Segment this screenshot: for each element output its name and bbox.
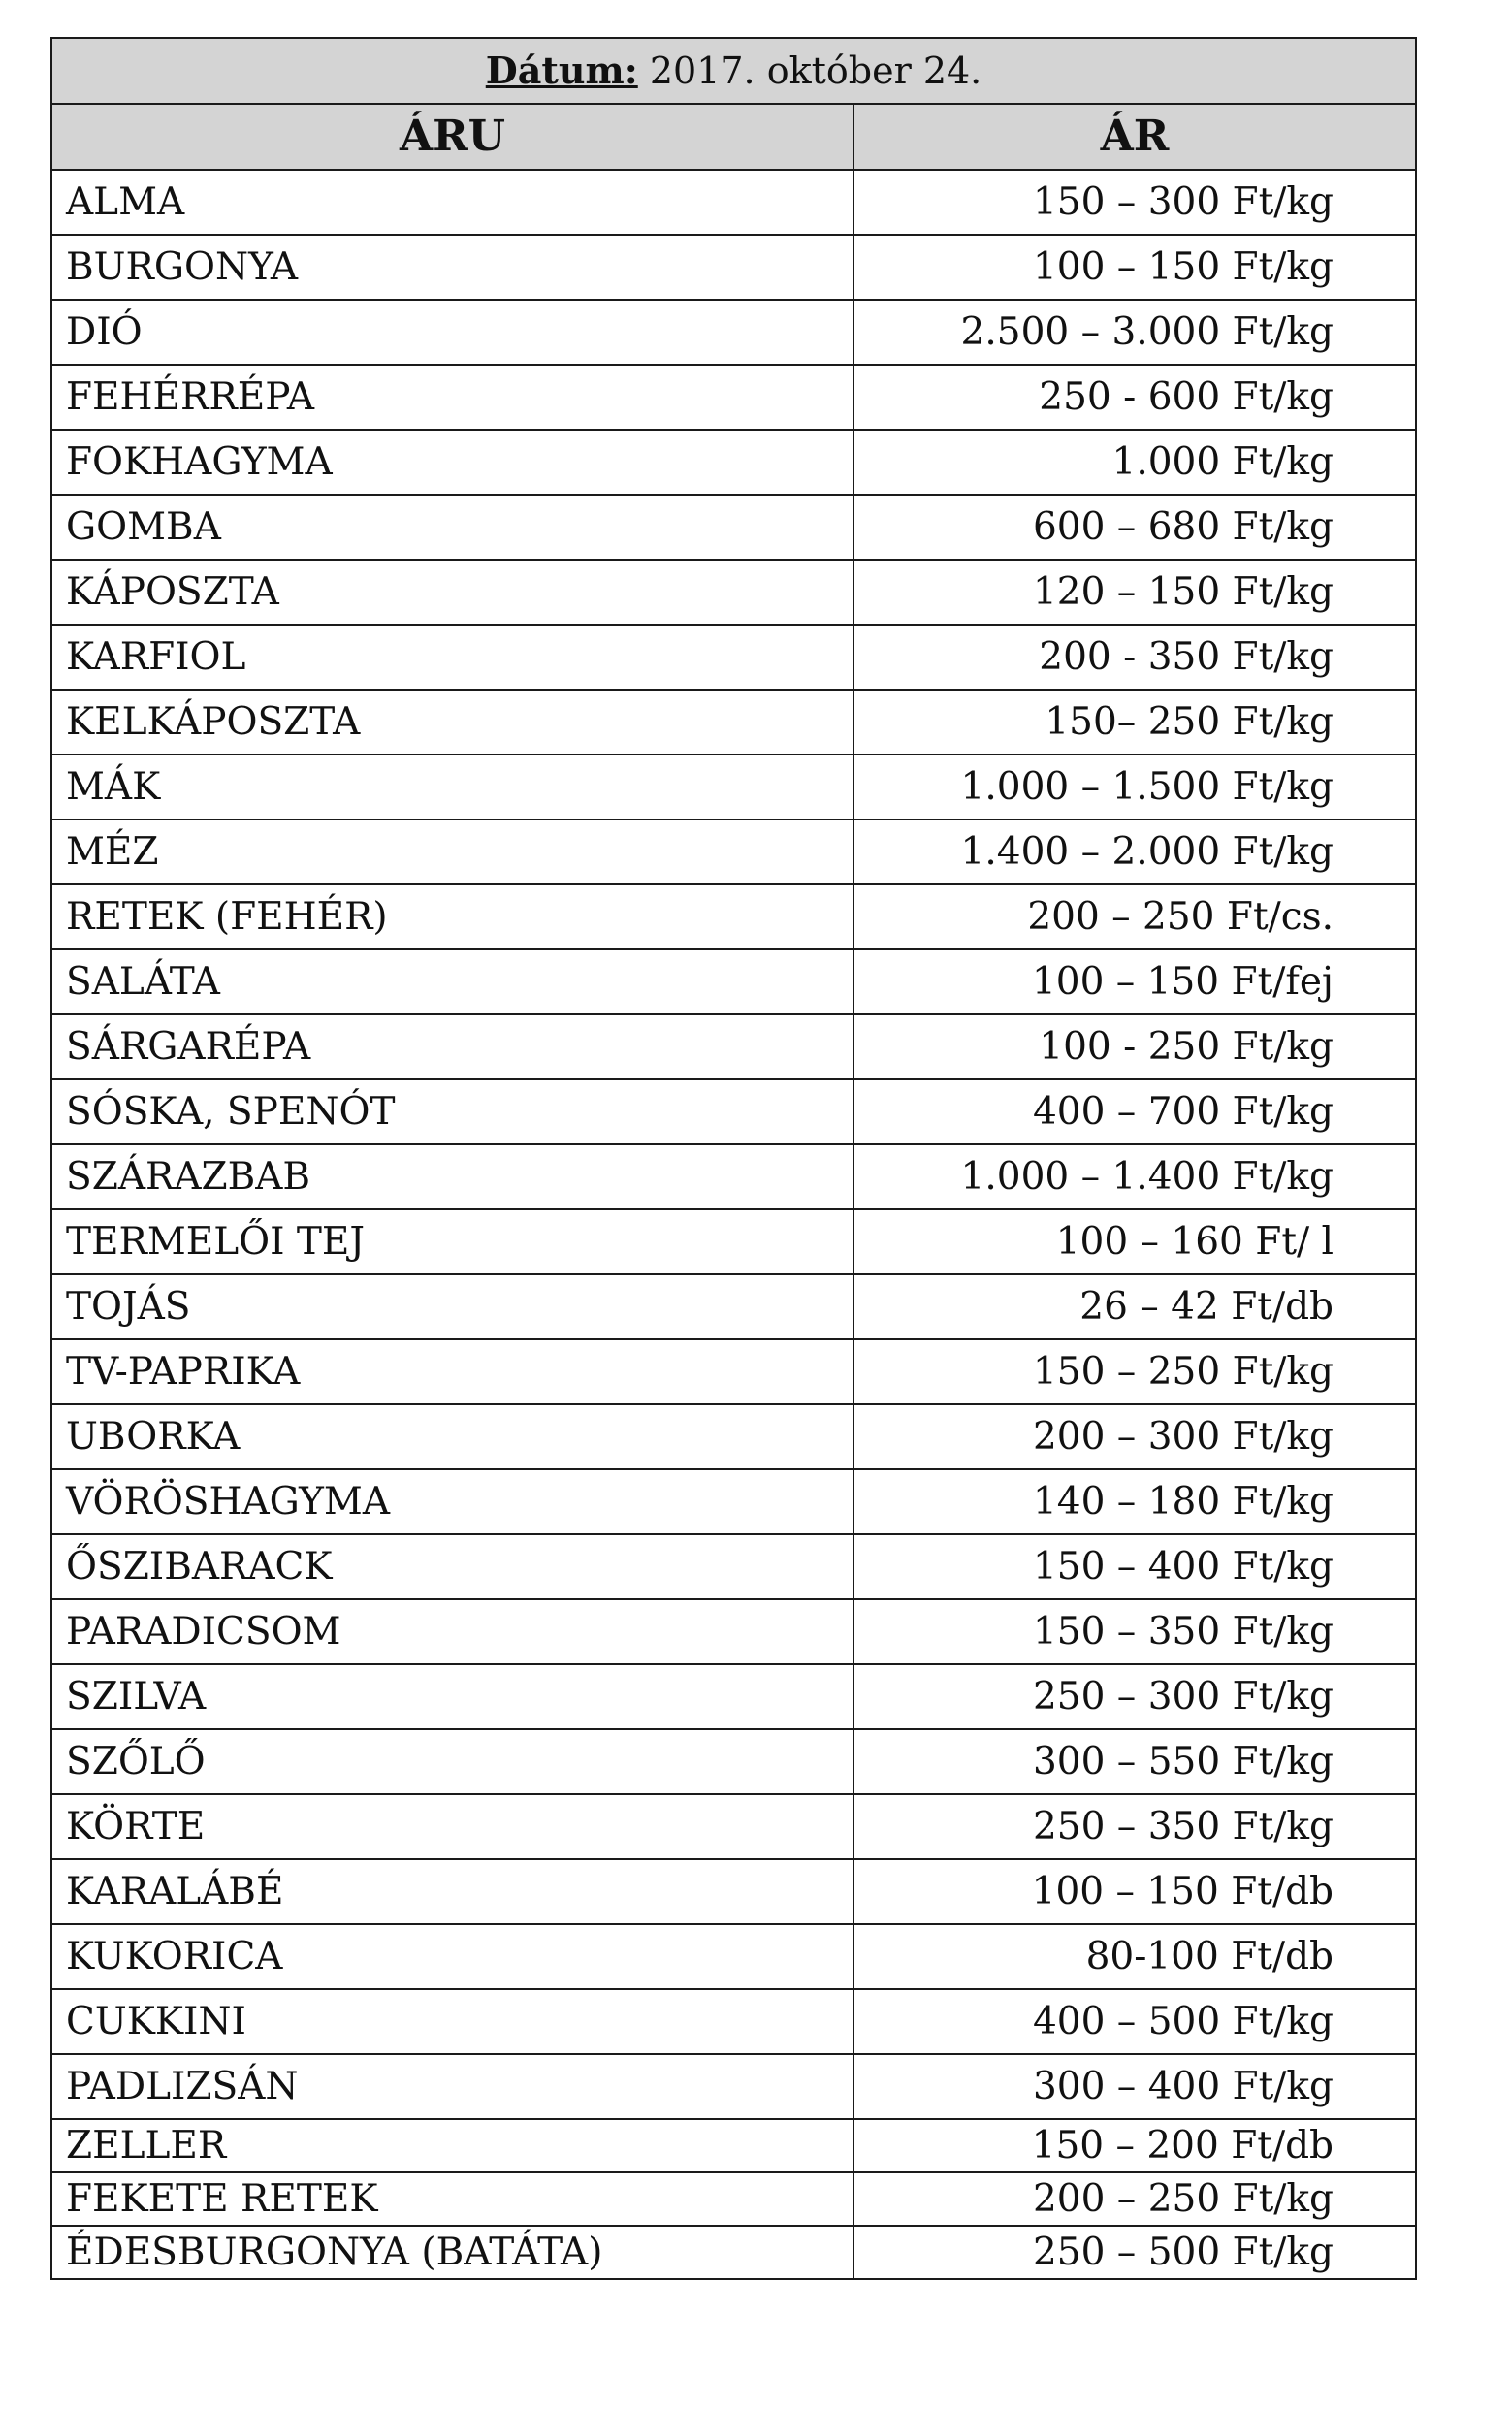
table-row [51,1469,1416,1534]
table-row [51,755,1416,819]
price-cell: 1.400 – 2.000 Ft/kg [853,819,1416,884]
date-label: Dátum: [485,48,638,92]
table-row [51,1144,1416,1209]
item-name-cell: SÁRGARÉPA [51,1014,853,1079]
item-name-cell: MÉZ [51,819,853,884]
item-name-cell: SZŐLŐ [51,1729,853,1794]
price-cell: 400 – 700 Ft/kg [853,1079,1416,1144]
table-row [51,1079,1416,1144]
item-name-cell: DIÓ [51,300,853,365]
table-row [51,1729,1416,1794]
item-name-cell: ALMA [51,170,853,235]
item-name-cell: ŐSZIBARACK [51,1534,853,1599]
table-row [51,1014,1416,1079]
price-cell: 100 - 250 Ft/kg [853,1014,1416,1079]
date-value: 2017. október 24. [649,49,982,92]
item-name-cell: PADLIZSÁN [51,2054,853,2119]
date-cell [51,38,1416,104]
table-row [51,300,1416,365]
item-name-cell: RETEK (FEHÉR) [51,884,853,949]
table-row [51,1274,1416,1339]
table-row [51,560,1416,625]
price-cell: 150 – 350 Ft/kg [853,1599,1416,1664]
table-row [51,625,1416,690]
item-name-cell: SZÁRAZBAB [51,1144,853,1209]
price-cell: 200 – 250 Ft/cs. [853,884,1416,949]
price-cell: 1.000 – 1.500 Ft/kg [853,755,1416,819]
price-cell: 100 – 160 Ft/ l [853,1209,1416,1274]
item-name-cell: KÁPOSZTA [51,560,853,625]
table-row [51,884,1416,949]
table-row [51,1534,1416,1599]
table-row [51,495,1416,560]
price-cell: 1.000 Ft/kg [853,430,1416,495]
price-cell: 200 – 300 Ft/kg [853,1404,1416,1469]
table-row [51,1209,1416,1274]
item-name-cell: KARALÁBÉ [51,1859,853,1924]
price-cell: 26 – 42 Ft/db [853,1274,1416,1339]
table-row [51,1664,1416,1729]
item-name-cell: SALÁTA [51,949,853,1014]
table-row [51,170,1416,235]
column-header-item: ÁRU [51,104,853,170]
item-name-cell: UBORKA [51,1404,853,1469]
item-name-cell: SZILVA [51,1664,853,1729]
table-row [51,949,1416,1014]
price-cell: 150– 250 Ft/kg [853,690,1416,755]
price-rows [51,170,1416,2279]
table-row [51,1794,1416,1859]
table-row [51,1599,1416,1664]
item-name-cell: KÖRTE [51,1794,853,1859]
price-cell: 150 – 200 Ft/db [853,2119,1416,2172]
table-row [51,235,1416,300]
price-cell: 140 – 180 Ft/kg [853,1469,1416,1534]
price-cell: 250 – 300 Ft/kg [853,1664,1416,1729]
date-row [51,38,1416,104]
price-cell: 2.500 – 3.000 Ft/kg [853,300,1416,365]
item-name-cell: CUKKINI [51,1989,853,2054]
item-name-cell: PARADICSOM [51,1599,853,1664]
price-cell: 80-100 Ft/db [853,1924,1416,1989]
table-row [51,1404,1416,1469]
item-name-cell: ÉDESBURGONYA (BATÁTA) [51,2226,853,2279]
table-row [51,690,1416,755]
price-cell: 400 – 500 Ft/kg [853,1989,1416,2054]
price-cell: 300 – 550 Ft/kg [853,1729,1416,1794]
price-cell: 200 - 350 Ft/kg [853,625,1416,690]
price-cell: 150 – 300 Ft/kg [853,170,1416,235]
column-header-price: ÁR [853,104,1416,170]
item-name-cell: FOKHAGYMA [51,430,853,495]
item-name-cell: FEHÉRRÉPA [51,365,853,430]
table-row [51,430,1416,495]
price-cell: 250 – 500 Ft/kg [853,2226,1416,2279]
table-row [51,1989,1416,2054]
table-row [51,2172,1416,2226]
price-cell: 1.000 – 1.400 Ft/kg [853,1144,1416,1209]
item-name-cell: SÓSKA, SPENÓT [51,1079,853,1144]
item-name-cell: TV-PAPRIKA [51,1339,853,1404]
price-cell: 250 - 600 Ft/kg [853,365,1416,430]
table-row [51,819,1416,884]
item-name-cell: TERMELŐI TEJ [51,1209,853,1274]
table-row [51,1924,1416,1989]
item-name-cell: GOMBA [51,495,853,560]
price-cell: 600 – 680 Ft/kg [853,495,1416,560]
item-name-cell: KELKÁPOSZTA [51,690,853,755]
price-cell: 150 – 250 Ft/kg [853,1339,1416,1404]
price-cell: 100 – 150 Ft/fej [853,949,1416,1014]
price-cell: 100 – 150 Ft/db [853,1859,1416,1924]
table-row [51,1339,1416,1404]
item-name-cell: MÁK [51,755,853,819]
table-row [51,1859,1416,1924]
column-header-row [51,104,1416,170]
price-cell: 200 – 250 Ft/kg [853,2172,1416,2226]
item-name-cell: ZELLER [51,2119,853,2172]
item-name-cell: BURGONYA [51,235,853,300]
table-row [51,2226,1416,2279]
price-cell: 300 – 400 Ft/kg [853,2054,1416,2119]
price-cell: 120 – 150 Ft/kg [853,560,1416,625]
item-name-cell: KUKORICA [51,1924,853,1989]
price-cell: 150 – 400 Ft/kg [853,1534,1416,1599]
price-cell: 100 – 150 Ft/kg [853,235,1416,300]
table-row [51,2054,1416,2119]
item-name-cell: TOJÁS [51,1274,853,1339]
item-name-cell: VÖRÖSHAGYMA [51,1469,853,1534]
table-row [51,2119,1416,2172]
price-cell: 250 – 350 Ft/kg [853,1794,1416,1859]
price-table [50,37,1417,2280]
item-name-cell: KARFIOL [51,625,853,690]
table-row [51,365,1416,430]
item-name-cell: FEKETE RETEK [51,2172,853,2226]
